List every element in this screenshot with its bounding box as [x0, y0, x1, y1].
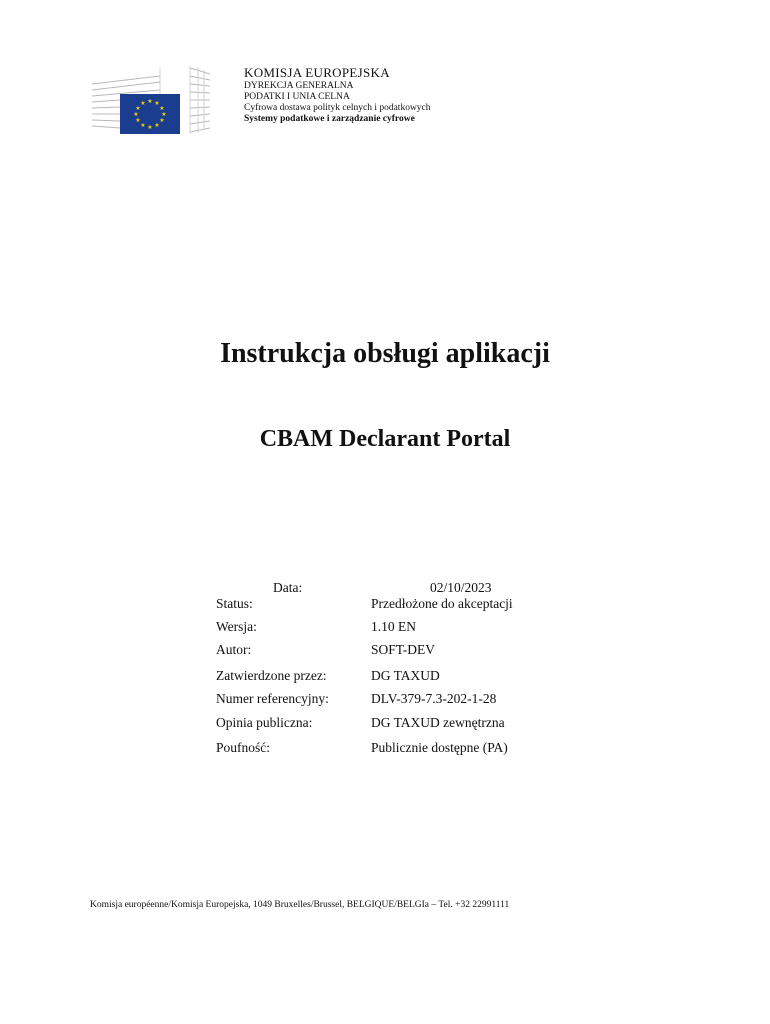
taxud-line: PODATKI I UNIA CELNA	[244, 91, 350, 102]
version-value: 1.10 EN	[371, 619, 416, 634]
header-text	[244, 66, 431, 125]
footer-address: Komisja européenne/Komisja Europejska, 1049 Bruxelles/Brussel, BELGIQUE/BELGIa – Tel. +32 22991111	[90, 900, 510, 910]
svg-text:★: ★	[147, 124, 153, 131]
european-commission-logo	[90, 64, 210, 136]
svg-text:★: ★	[140, 100, 146, 107]
approved-value: DG TAXUD	[371, 668, 440, 683]
svg-text:★: ★	[147, 98, 153, 105]
svg-text:★: ★	[135, 117, 141, 124]
svg-text:★: ★	[140, 122, 146, 129]
svg-text:★: ★	[161, 111, 167, 118]
dg-line: DYREKCJA GENERALNA	[244, 80, 354, 91]
date-label: Data:	[273, 580, 303, 595]
confidentiality-label: Poufność:	[216, 740, 270, 755]
directorate-line: Cyfrowa dostawa polityk celnych i podatkowych	[244, 102, 431, 113]
approved-label: Zatwierdzone przez:	[216, 668, 327, 683]
unit-line: Systemy podatkowe i zarządzanie cyfrowe	[244, 113, 415, 124]
author-label: Autor:	[216, 642, 252, 657]
public-opinion-label: Opinia publiczna:	[216, 715, 313, 730]
author-value: SOFT-DEV	[371, 642, 436, 657]
svg-text:★: ★	[159, 105, 165, 112]
confidentiality-value: Publicznie dostępne (PA)	[371, 740, 508, 755]
document-title: Instrukcja obsługi aplikacji	[220, 338, 550, 369]
eu-flag-building-icon	[90, 64, 210, 136]
svg-text:★: ★	[135, 105, 141, 112]
reference-value: DLV-379-7.3-202-1-28	[371, 691, 497, 706]
document-subtitle: CBAM Declarant Portal	[259, 426, 511, 452]
svg-text:★: ★	[159, 117, 165, 124]
reference-label: Numer referencyjny:	[216, 691, 329, 706]
svg-text:★: ★	[154, 100, 160, 107]
org-name: KOMISJA EUROPEJSKA	[244, 65, 390, 80]
version-label: Wersja:	[216, 619, 257, 634]
svg-text:★: ★	[154, 122, 160, 129]
status-label: Status:	[216, 596, 253, 611]
date-value: 02/10/2023	[430, 580, 492, 595]
status-value: Przedłożone do akceptacji	[371, 596, 513, 611]
public-opinion-value: DG TAXUD zewnętrzna	[371, 715, 505, 730]
svg-text:★: ★	[133, 111, 139, 118]
